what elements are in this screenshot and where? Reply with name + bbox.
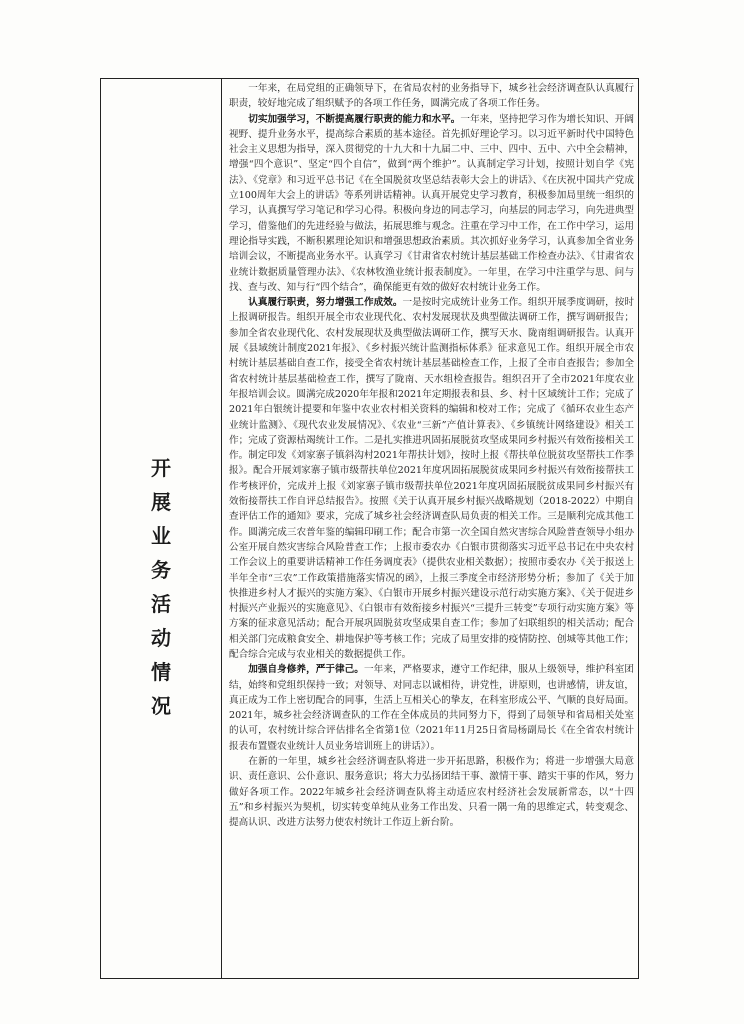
section-title-char: 动 bbox=[151, 626, 171, 650]
activity-content-cell bbox=[229, 81, 634, 831]
paragraph-text: 一年来，在局党组的正确领导下，在省局农村的业务指导下，城乡社会经济调查队认真履行职责，较好地完成了组织赋予的各项工作任务，圆满完成了各项工作任务。 bbox=[229, 83, 634, 110]
paragraph-intro bbox=[229, 81, 634, 112]
section-title-char: 开 bbox=[151, 456, 171, 480]
section-title-vertical bbox=[139, 451, 183, 723]
paragraph-lead: 切实加强学习，不断提高履行职责的能力和水平。 bbox=[248, 113, 461, 125]
paragraph-study bbox=[229, 112, 634, 296]
section-title-char: 情 bbox=[151, 660, 171, 684]
paragraph-lead: 加强自身修养，严于律己。 bbox=[248, 664, 364, 676]
paragraph-text: 一年来，坚持把学习作为增长知识、开阔视野、提升业务水平，提高综合素质的基本途径。首先抓好理论学习。以习近平新时代中国特色社会主义思想为指导，深入贯彻党的十九大和十九届二中、三中、四中、五中、六中全会精神，增强“四个意识”、坚定“四个自信”，做到“两个维护”。认真制定学习计划，按照计划自学《宪法》、《党章》和习近平总书记《在全国脱贫攻坚总结表彰大会上的讲话》、《在庆祝中国共产党成立100周年大会上的讲话》等系列讲话精神。认真开展党史学习教育，积极参加局里统一组织的学习，认真撰写学习笔记和学习心得。积极向身边的同志学习，向基层的同志学习，向先进典型学习，借鉴他们的先进经验与做法，拓展思维与观念。注重在学习中工作，在工作中学习，运用理论指导实践，不断积累理论知识和增强思想政治素质。其次抓好业务学习，认真参加全省业务培训会议，不断提高业务水平。认真学习《甘肃省农村统计基层基础工作检查办法》、《甘肃省农业统计数据质量管理办法》、《农林牧渔业统计报表制度》。一年里，在学习中注重学与思、问与找、查与改、知与行“四个结合”，确保能更有效的做好农村统计业务工作。 bbox=[229, 113, 635, 293]
paragraph-self-discipline bbox=[229, 662, 634, 754]
section-title-char: 活 bbox=[151, 592, 171, 616]
paragraph-duties bbox=[229, 295, 634, 662]
section-title-char: 况 bbox=[151, 694, 171, 718]
report-table bbox=[100, 78, 639, 979]
paragraph-text: 在新的一年里，城乡社会经济调查队将进一步开拓思路，积极作为；将进一步增强大局意识、责任意识、公仆意识、服务意识；将大力弘扬团结干事、激情干事、踏实干事的作风，努力做好各项工作。2022年城乡社会经济调查队将主动适应农村经济社会发展新常态，以“十四五”和乡村振兴为契机，切实转变单纯从业务工作出发、只看一隅一角的思维定式，转变观念、提高认识、改进方法努力使农村统计工作迈上新台阶。 bbox=[229, 756, 634, 829]
section-title-char: 业 bbox=[151, 524, 171, 548]
section-title-char: 展 bbox=[151, 490, 171, 514]
paragraph-text: 一是按时完成统计业务工作。组织开展季度调研，按时上报调研报告。组织开展全市农业现代化、农村发展现状及典型做法调研工作，撰写调研报告；参加全省农业现代化、农村发展现状及典型做法调研工作，撰写天水、陇南组调研报告。认真开展《县域统计制度2021年报》、《乡村振兴统计监测指标体系》征求意见工作。组织开展全市农村统计基层基础自查工作，接受全省农村统计基层基础检查工作，上报了全市自查报告；参加全省农村统计基层基础检查工作，撰写了陇南、天水组检查报告。组织召开了全市2021年度农业年报培训会议。圆满完成2020年年报和2021年定期报表和县、乡、村十区域统计工作；完成了2021年白银统计提要和年鉴中农业农村相关资料的编辑和校对工作；完成了《循环农业生态产业统计监测》、《现代农业发展情况》、《农业“三新”产值计算表》、《乡镇统计网络建设》相关工作；完成了资源枯竭统计工作。二是扎实推进巩固拓展脱贫攻坚成果同乡村振兴有效衔接相关工作。制定印发《刘家寨子镇斜沟村2021年帮扶计划》，按时上报《帮扶单位脱贫攻坚帮扶工作季报》。配合开展刘家寨子镇市级帮扶单位2021年度巩固拓展脱贫成果同乡村振兴有效衔接帮扶工作考核评价，完成并上报《刘家寨子镇市级帮扶单位2021年度巩固拓展脱贫成果同乡村振兴有效衔接帮扶工作自评总结报告》。按照《关于认真开展乡村振兴战略规划（2018-2022）中期自查评估工作的通知》要求，完成了城乡社会经济调查队局负责的相关工作。三是顺利完成其他工作。圆满完成三农普年鉴的编辑印刷工作；配合市第一次全国自然灾害综合风险普查领导小组办公室开展自然灾害综合风险普查工作；上报市委农办《白银市贯彻落实习近平总书记在中央农村工作会议上的重要讲话精神工作任务调度表》（提供农业相关数据）；按照市委农办《关于报送上半年全市“三农”工作政策措施落实情况的函》，上报三季度全市经济形势分析；参加了《关于加快推进乡村人才振兴的实施方案》、《白银市开展乡村振兴建设示范行动实施方案》、《关于促进乡村振兴产业振兴的实施意见》、《白银市有效衔接乡村振兴“三提升三转变”专项行动实施方案》等方案的征求意见活动；配合开展巩固脱贫攻坚成果自查工作；参加了妇联组织的相关活动；配合相关部门完成粮食安全、耕地保护等考核工作；完成了局里安排的疫情防控、创城等其他工作；配合综合完成与农业相关的数据提供工作。 bbox=[229, 297, 635, 660]
paragraph-text: 一年来，严格要求，遵守工作纪律，服从上级领导，维护科室团结，始终和党组织保持一致；对领导、对同志以诚相待，讲党性，讲原则，也讲感情，讲友谊，真正成为工作上密切配合的同事，生活上互相关心的挚友，在科室形成公平、气顺的良好局面。2021年，城乡社会经济调查队的工作在全体成员的共同努力下，得到了局领导和省局相关处室的认可，农村统计综合评估排名全省第1位（2021年11月25日省局杨副局长《在全省农村统计报表布置暨农业统计人员业务培训班上的讲话》）。 bbox=[229, 664, 635, 752]
section-label-cell bbox=[101, 79, 222, 978]
section-title-char: 务 bbox=[151, 558, 171, 582]
paragraph-lead: 认真履行职责，努力增强工作成效。 bbox=[248, 297, 403, 309]
paragraph-outlook bbox=[229, 754, 634, 830]
